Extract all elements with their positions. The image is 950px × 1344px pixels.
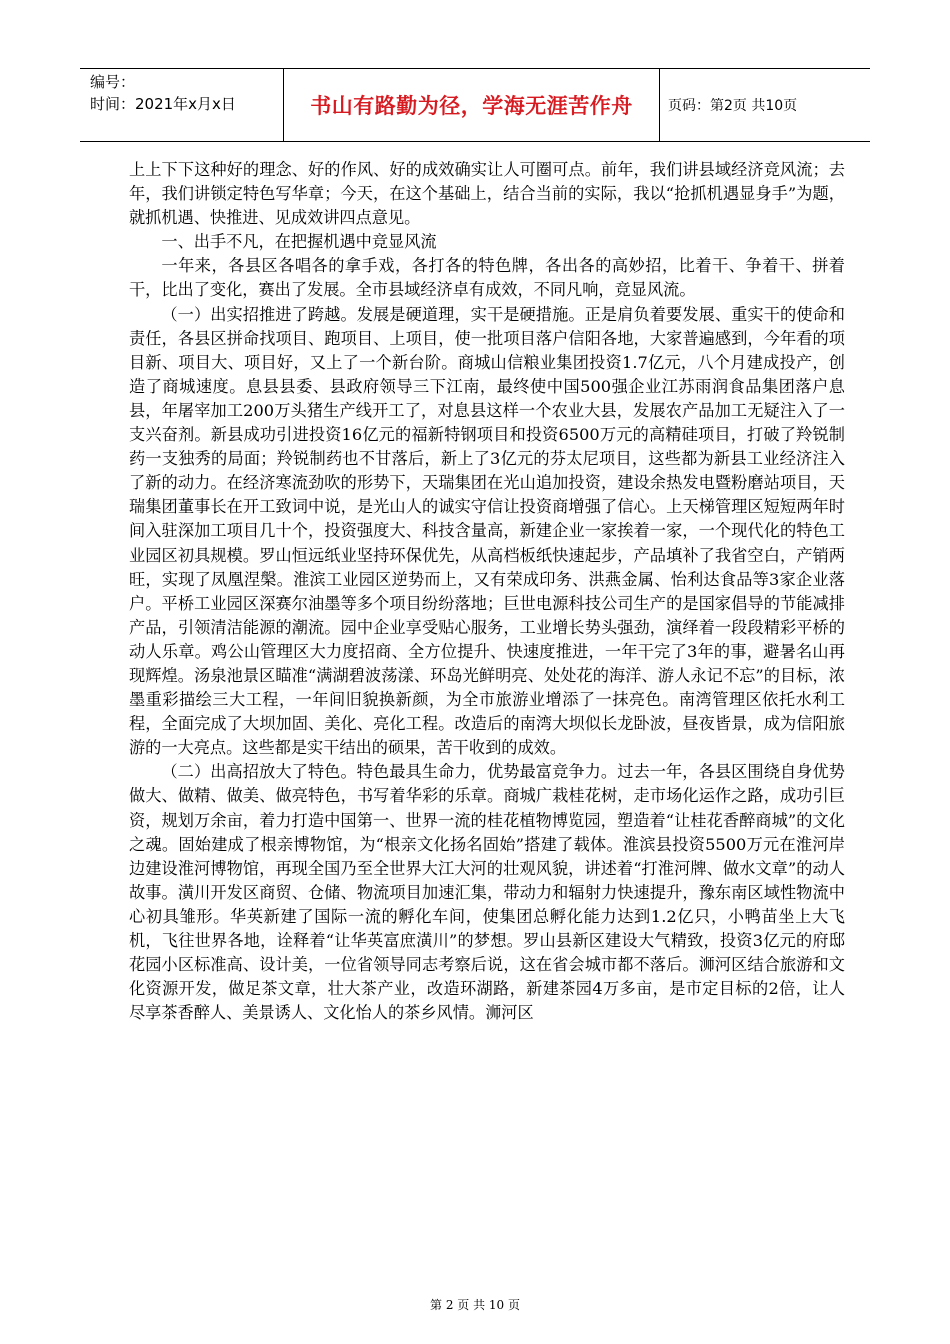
document-number-label: 编号： — [90, 73, 136, 91]
header-motto: 书山有路勤为径，学海无涯苦作舟 — [284, 69, 660, 141]
document-time-label: 时间：2021年x月x日 — [90, 95, 236, 113]
body-paragraph: （二）出高招放大了特色。特色最具生命力，优势最富竞争力。过去一年，各县区围绕自身优势做大、做精、做美、做亮特色，书写着华彩的乐章。商城广栽桂花树，走市场化运作之路，成功引巨资，规划万余亩，着力打造中国第一、世界一流的桂花植物博览园，塑造着“让桂花香醉商城”的文化之魂。固始建成了根亲博物馆，为“根亲文化扬名固始”搭建了载体。淮滨县投资5500万元在淮河岸边建设淮河博物馆，再现全国乃至全世界大江大河的壮观风貌，讲述着“打淮河牌、做水文章”的动人故事。潢川开发区商贸、仓储、物流项目加速汇集，带动力和辐射力快速提升，豫东南区域性物流中心初具雏形。华英新建了国际一流的孵化车间，使集团总孵化能力达到1.2亿只，小鸭苗坐上大飞机，飞往世界各地，诠释着“让华英富庶潢川”的梦想。罗山县新区建设大气精致，投资3亿元的府邸花园小区标准高、设计美，一位省领导同志考察后说，这在省会城市都不落后。浉河区结合旅游和文化资源开发，做足茶文章，壮大茶产业，改造环湖路，新建茶园4万多亩，是市定目标的2倍，让人尽享茶香醉人、美景诱人、文化怡人的茶乡风情。浉河区 — [129, 762, 845, 1023]
body-paragraph: （一）出实招推进了跨越。发展是硬道理，实干是硬措施。正是肩负着要发展、重实干的使命和责任，各县区拼命找项目、跑项目、上项目，使一批项目落户信阳各地，大家普遍感到，今年看的项目新、项目大、项目好，又上了一个新台阶。商城山信粮业集团投资1.7亿元，八个月建成投产，创造了商城速度。息县县委、县政府领导三下江南，最终使中国500强企业江苏雨润食品集团落户息县，年屠宰加工200万头猪生产线开工了，对息县这样一个农业大县，发展农产品加工无疑注入了一支兴奋剂。新县成功引进投资16亿元的福新特钢项目和投资6500万元的高精硅项目，打破了羚锐制药一支独秀的局面；羚锐制药也不甘落后，新上了3亿元的芬太尼项目，这些都为新县工业经济注入了新的动力。在经济寒流劲吹的形势下，天瑞集团在光山追加投资，建设余热发电暨粉磨站项目，天瑞集团董事长在开工致词中说，是光山人的诚实守信让投资商增强了信心。上天梯管理区短短两年时间入驻深加工项目几十个，投资强度大、科技含量高，新建企业一家挨着一家，一个现代化的特色工业园区初具规模。罗山恒远纸业坚持环保优先，从高档板纸快速起步，产品填补了我省空白，产销两旺，实现了凤凰涅槃。淮滨工业园区逆势而上，又有荣成印务、洪燕金属、怡利达食品等3家企业落户。平桥工业园区深赛尔油墨等多个项目纷纷落地；巨世电源科技公司生产的是国家倡导的节能减排产品，引领清洁能源的潮流。园中企业享受贴心服务，工业增长势头强劲，演绎着一段段精彩平桥的动人乐章。鸡公山管理区大力度招商、全方位提升、快速度推进，一年干完了3年的事，避暑名山再现辉煌。汤泉池景区瞄准“满湖碧波荡漾、环岛光鲜明亮、处处花的海洋、游人永记不忘”的目标，浓墨重彩描绘三大工程，一年间旧貌换新颜，为全市旅游业增添了一抹亮色。南湾管理区依托水利工程，全面完成了大坝加固、美化、亮化工程。改造后的南湾大坝似长龙卧波，昼夜皆景，成为信阳旅游的一大亮点。这些都是实干结出的硕果，苦干收到的成效。 — [129, 304, 845, 758]
body-paragraph: 上上下下这种好的理念、好的作风、好的成效确实让人可圈可点。前年，我们讲县域经济竞风流；去年，我们讲锁定特色写华章；今天，在这个基础上，结合当前的实际，我以“抢抓机遇显身手”为题，就抓机遇、快推进、见成效讲四点意见。 — [129, 160, 845, 228]
section-heading: 一、出手不凡，在把握机遇中竞显风流 — [161, 232, 437, 252]
header-page-info: 页码：第2页 共10页 — [668, 98, 798, 114]
header-meta — [80, 69, 284, 141]
document-body — [129, 158, 845, 1025]
page-header — [80, 68, 870, 142]
body-paragraph: 一年来，各县区各唱各的拿手戏，各打各的特色牌，各出各的高妙招，比着干、争着干、拼着干，比出了变化，赛出了发展。全市县域经济卓有成效，不同凡响，竞显风流。 — [129, 256, 845, 300]
page-footer: 第 2 页 共 10 页 — [430, 1298, 520, 1312]
